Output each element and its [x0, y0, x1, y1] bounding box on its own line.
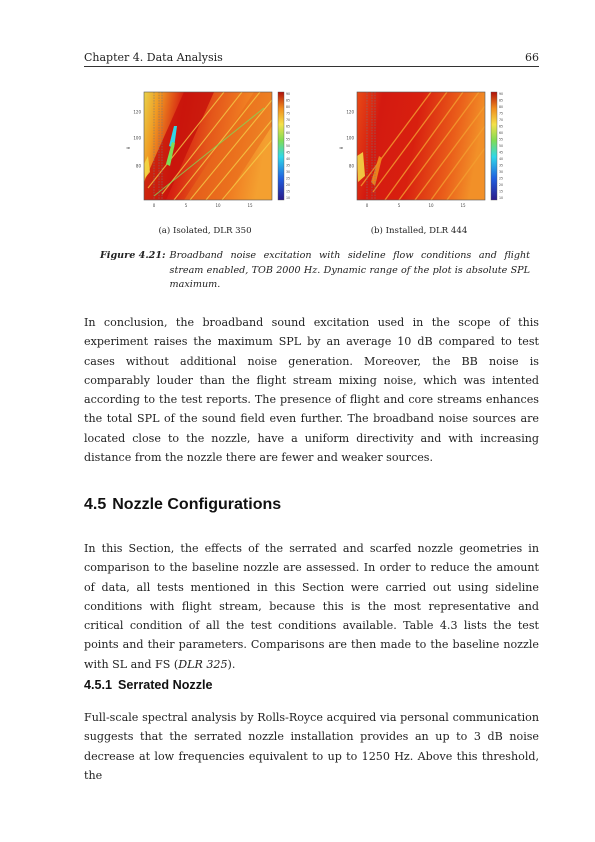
x-tick-label: 15 [460, 203, 466, 208]
colorbar-tick-label: 25 [286, 176, 291, 181]
colorbar-tick-label: 80 [499, 105, 504, 110]
header-rule [84, 66, 539, 67]
x-tick-label: 15 [247, 203, 253, 208]
figure-caption [100, 249, 530, 293]
running-head [84, 48, 539, 64]
x-tick-label: 0 [152, 203, 156, 208]
colorbar-tick-label: 55 [286, 137, 291, 142]
section-title: Nozzle Configurations [112, 496, 282, 513]
paragraph-nozzle-intro [84, 539, 539, 674]
colorbar-tick-label: 25 [499, 176, 504, 181]
colorbar-tick-label: 20 [499, 183, 504, 188]
subsection-number: 4.5.1 [84, 678, 113, 692]
colorbar-tick-label: 90 [286, 92, 291, 97]
y-tick-label: 120 [133, 109, 141, 115]
x-tick-label: 5 [184, 203, 188, 208]
colorbar-tick-label: 80 [286, 105, 291, 110]
colorbar-tick-label: 20 [286, 183, 291, 188]
x-tick-label: 5 [397, 203, 401, 208]
colorbar-tick-label: 15 [286, 189, 291, 194]
colorbar-tick-label: 65 [499, 124, 504, 129]
colorbar-tick-label: 55 [499, 137, 504, 142]
figure-panel-installed [327, 86, 517, 218]
y-tick-label: 100 [346, 135, 354, 141]
y-tick-label: 120 [346, 109, 354, 115]
paragraph-serrated-nozzle: Full-scale spectral analysis by Rolls-Royce acquired via personal communication suggests that the serrated nozzle installation provides an up to 3 dB noise decrease at low frequencies equivalent to up to 1250 Hz. Above this threshold, the [84, 711, 539, 782]
colorbar-tick-label: 70 [499, 118, 504, 123]
colorbar-tick-label: 45 [499, 150, 504, 155]
colorbar-tick-label: 15 [499, 189, 504, 194]
paragraph-nozzle-intro-text: In this Section, the effects of the serrated and scarfed nozzle geometries in comparison to the baseline nozzle are assessed. In order to reduce the amount of data, all tests mentioned in this Section were carried out using sideline conditions with flight stream, because this is the most representative and critical condition of all the test conditions available. Table 4.3 lists the test points and their parameters. Comparisons are then made to the baseline nozzle with SL and FS ( [84, 542, 539, 671]
y-tick-label: 80 [348, 163, 354, 169]
colorbar-tick-label: 40 [499, 157, 504, 162]
source-map-installed [327, 86, 517, 218]
svg-text:θ: θ [339, 146, 344, 150]
svg-text:θ: θ [126, 146, 131, 150]
figure-label: Figure 4.21: [100, 250, 166, 261]
colorbar-tick-label: 85 [286, 98, 291, 103]
subsection-title: Serrated Nozzle [118, 678, 213, 692]
figure-panel-isolated [114, 86, 304, 218]
colorbar-tick-label: 40 [286, 157, 291, 162]
section-heading [84, 496, 281, 514]
subcaption-installed: (b) Installed, DLR 444 [370, 226, 468, 236]
colorbar-tick-label: 30 [499, 170, 504, 175]
paragraph-nozzle-intro-end: ). [227, 657, 236, 671]
colorbar-tick-label: 90 [499, 92, 504, 97]
colorbar-tick-label: 50 [286, 144, 291, 149]
colorbar-tick-label: 65 [286, 124, 291, 129]
colorbar-tick-label: 70 [286, 118, 291, 123]
colorbar-tick-label: 85 [499, 98, 504, 103]
y-tick-label: 80 [135, 163, 141, 169]
paragraph-conclusion: In conclusion, the broadband sound excitation used in the scope of this experiment raises the maximum SPL by an average 10 dB compared to test cases without additional noise generation. Moreover, the BB noise is comparably louder than the flight stream mixing noise, which was intented according to the test reports. The presence of flight and core streams enhances the total SPL of the sound field even further. The broadband noise sources are located close to the nozzle, have a uniform directivity and with increasing distance from the nozzle there are fewer and weaker sources. [84, 316, 539, 465]
subsection-heading [84, 678, 213, 692]
colorbar-tick-label: 75 [499, 111, 504, 116]
source-map-isolated [114, 86, 304, 218]
colorbar-tick-label: 30 [286, 170, 291, 175]
subcaption-isolated: (a) Isolated, DLR 350 [158, 226, 252, 236]
section-number: 4.5 [84, 496, 107, 513]
chapter-title: Chapter 4. Data Analysis [84, 51, 223, 64]
colorbar-tick-label: 60 [499, 131, 504, 136]
colorbar-tick-label: 45 [286, 150, 291, 155]
x-tick-label: 10 [215, 203, 221, 208]
x-tick-label: 10 [428, 203, 434, 208]
colorbar-tick-label: 60 [286, 131, 291, 136]
colorbar-tick-label: 75 [286, 111, 291, 116]
colorbar-tick-label: 50 [499, 144, 504, 149]
colorbar-tick-label: 10 [286, 196, 291, 201]
colorbar-tick-label: 35 [499, 163, 504, 168]
colorbar-tick-label: 10 [499, 196, 504, 201]
caption-text: Broadband noise excitation with sideline flow conditions and flight stream enabled, TOB 2000 Hz. Dynamic range of the plot is absolute SPL maximum. [169, 250, 530, 291]
x-tick-label: 0 [365, 203, 369, 208]
colorbar-tick-label: 35 [286, 163, 291, 168]
y-tick-label: 100 [133, 135, 141, 141]
page-number: 66 [525, 51, 539, 64]
test-reference: DLR 325 [178, 657, 228, 671]
